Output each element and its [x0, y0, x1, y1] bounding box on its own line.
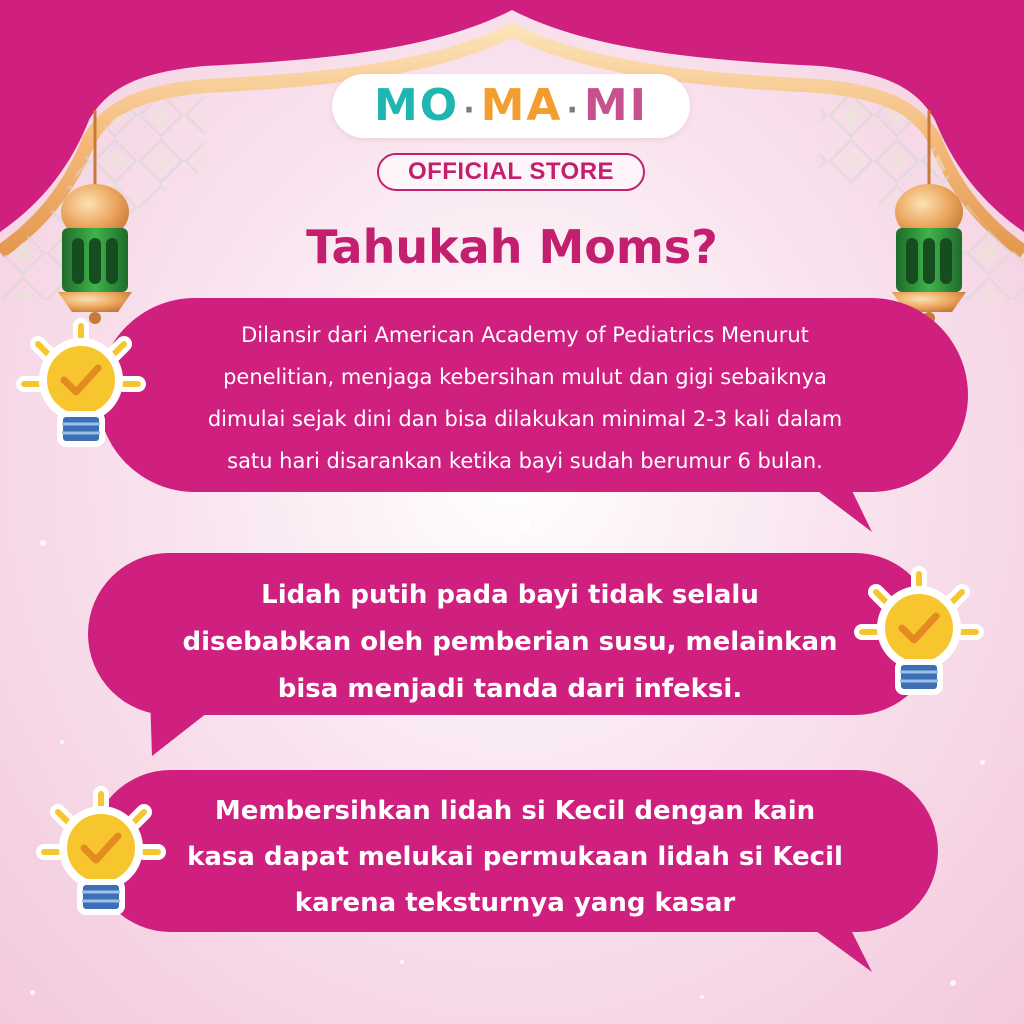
- logo-part-ma: MA: [480, 80, 563, 131]
- tip-3-line-1: Membersihkan lidah si Kecil dengan kain: [214, 796, 816, 826]
- logo-part-mo: MO: [373, 80, 460, 131]
- logo-separator: ·: [463, 93, 477, 128]
- tip-text-2: [160, 572, 860, 713]
- tip-1-line-1: Dilansir dari American Academy of Pediatrics Menurut: [241, 323, 809, 347]
- sparkle: [700, 995, 704, 999]
- sparkle: [30, 990, 35, 995]
- sparkle: [950, 980, 956, 986]
- sparkle: [980, 760, 985, 765]
- logo-wordmark: [373, 80, 648, 131]
- page-title: Tahukah Moms?: [306, 220, 718, 274]
- tip-text-1: [150, 314, 900, 482]
- logo-part-mi: MI: [583, 80, 648, 131]
- sparkle: [520, 520, 530, 530]
- tip-2-line-2: disebabkan oleh pemberian susu, melainkan: [182, 627, 838, 657]
- brand-logo: [332, 74, 690, 138]
- tip-text-3: [150, 788, 880, 926]
- lightbulb-check-icon: [854, 566, 984, 706]
- lightbulb-check-icon: [36, 786, 166, 926]
- lightbulb-check-icon: [16, 318, 146, 458]
- sparkle: [40, 540, 46, 546]
- sparkle: [400, 960, 404, 964]
- tip-3-line-3: karena teksturnya yang kasar: [294, 888, 736, 918]
- tip-2-line-3: bisa menjadi tanda dari infeksi.: [277, 674, 743, 704]
- tip-2-line-1: Lidah putih pada bayi tidak selalu: [261, 580, 759, 610]
- tip-1-line-3: dimulai sejak dini dan bisa dilakukan minimal 2-3 kali dalam: [207, 407, 843, 431]
- official-store-badge: OFFICIAL STORE: [377, 153, 645, 191]
- tip-1-line-4: satu hari disarankan ketika bayi sudah berumur 6 bulan.: [227, 449, 823, 473]
- tip-1-line-2: penelitian, menjaga kebersihan mulut dan gigi sebaiknya: [223, 365, 827, 389]
- tip-3-line-2: kasa dapat melukai permukaan lidah si Kecil: [187, 842, 843, 872]
- sparkle: [60, 740, 64, 744]
- logo-separator: ·: [566, 93, 580, 128]
